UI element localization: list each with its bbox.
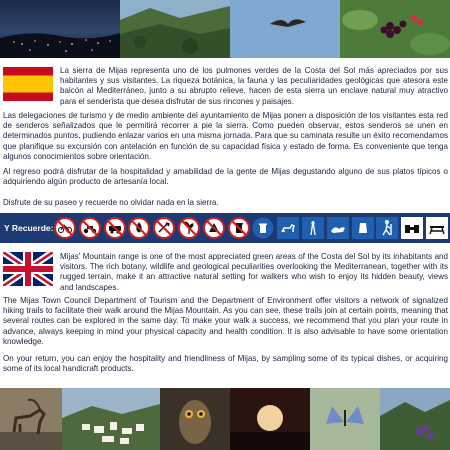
no-motorbike-icon [79, 217, 101, 239]
no-hunting-icon [153, 217, 175, 239]
bottom-photo-strip [0, 388, 450, 450]
top-photo-strip [0, 0, 450, 58]
sunset-photo [230, 388, 310, 450]
recuerde-band [0, 213, 450, 243]
respect-fauna-icon [327, 217, 349, 239]
dogs-on-leash-icon [277, 217, 299, 239]
spanish-trails-text: Las delegaciones de turismo y de medio ambiente del ayuntamiento de Mijas ponen a disposición de los visitantes esta red de senderos señalizados que le permitirá recorrer a pie la sierra. Como pueden observar, estos senderos se unen en determinados puntos, pudiendo enlazar varios en una misma jornada. Para que su caminata resulte un éxito recomendamos que planifique su excursión con antelación en función de su capacidad física y estado de forma. Es conveniente que tenga algunos conocimientos sobre orientación. [3, 111, 448, 161]
no-vehicles-icon [104, 217, 126, 239]
spain-flag [3, 67, 53, 101]
hillside-photo [120, 0, 230, 58]
recuerde-label: Y Recuerde: [4, 223, 54, 233]
english-intro-text: Mijas' Mountain range is one of the most appreciated green areas of the Costa del Sol by its inhabitants and visitors. The rich botany, wildlife and geological peculiarities overlooking the Mediterranean, together with its rugged terrain, make it an attractive natural setting for walkers who wish to enjoy its hidden beauty, views and landscapes. [60, 252, 448, 292]
mountain-flower-photo [380, 388, 450, 450]
spanish-hospitality-text: Al regreso podrá disfrutar de la hospitalidad y amabilidad de la gente de Mijas degustando alguno de sus platos típicos o adquiriendo algún producto de artesanía local. [3, 167, 448, 187]
drinking-water-icon [352, 217, 374, 239]
berries-photo [340, 0, 450, 58]
spanish-intro-text: La sierra de Mijas representa uno de los pulmones verdes de la Costa del Sol más apreciados por sus habitantes y sus visitantes. La riqueza botánica, la fauna y las peculiaridades geológicas que atesora este balcón al Mediterráneo, junto a su abrupto relieve, hacen de esta sierra un enclave natural muy atractivo para el senderista que desea disfrutar de sus rincones y paisajes. [60, 66, 448, 106]
no-camping-fire-icon [203, 217, 225, 239]
english-hospitality-text: On your return, you can enjoy the hospitality and friendliness of Mijas, by sampling some of its typical dishes, or acquiring some of its local handicraft products. [3, 354, 448, 374]
use-bin-icon [252, 217, 274, 239]
hiker-icon [376, 217, 398, 239]
no-picking-plants-icon [178, 217, 200, 239]
ibex-photo [0, 388, 62, 450]
uk-flag [3, 252, 53, 286]
no-dumping-icon [228, 217, 250, 239]
binoculars-icon [401, 217, 423, 239]
picnic-icon [426, 217, 448, 239]
village-photo [62, 388, 160, 450]
no-cycling-icon [54, 217, 76, 239]
eagle-photo [230, 0, 340, 58]
spanish-reminder-text: Disfrute de su paseo y recuerde no olvidar nada en la sierra. [3, 198, 219, 207]
owl-photo [160, 388, 230, 450]
butterfly-photo [310, 388, 380, 450]
stay-on-path-icon [302, 217, 324, 239]
no-fire-icon [128, 217, 150, 239]
night-coast-photo [0, 0, 120, 58]
english-trails-text: The Mijas Town Council Department of Tourism and the Department of Environment offer visitors a network of signalized hiking trails to facilitate their walk around the Mijas Mountain. As you can see, these trails join at certain points, meaning that several routes can be explored in the same day. To make your walk a success, we recommend that you plan your route in advance, always keeping in mind your physical capacity and health condition. It is also advisable to have some orientation knowledge. [3, 296, 448, 346]
